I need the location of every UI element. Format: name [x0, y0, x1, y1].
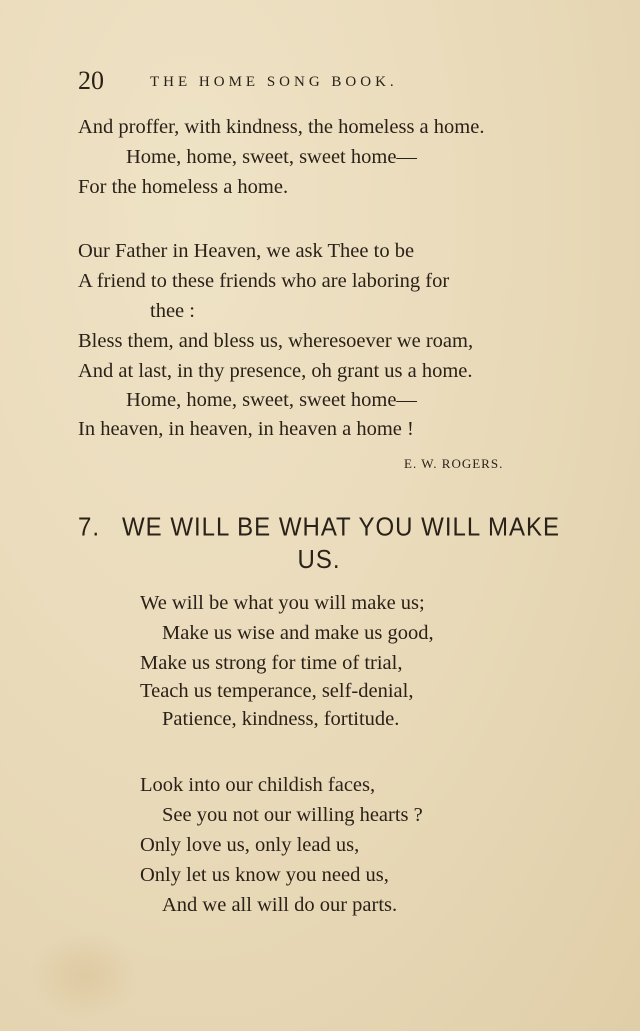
verse-line: And we all will do our parts.: [162, 894, 398, 916]
verse-line: Make us wise and make us good,: [162, 622, 434, 644]
verse-line: Teach us temperance, self-denial,: [140, 680, 414, 702]
hymn-title-line-1: [78, 512, 560, 544]
verse-line: In heaven, in heaven, in heaven a home !: [78, 418, 414, 440]
verse-line: See you not our willing hearts ?: [162, 804, 423, 826]
paper-stain: [30, 930, 140, 1020]
verse-line: Only love us, only lead us,: [140, 834, 360, 856]
verse-line: A friend to these friends who are laboring for: [78, 270, 450, 292]
page-number: 20: [78, 66, 104, 95]
hymn-number: 7.: [78, 512, 101, 542]
refrain-line: Home, home, sweet, sweet home—: [126, 146, 417, 168]
verse-line: Bless them, and bless us, wheresoever we roam,: [78, 330, 474, 352]
verse-line: Our Father in Heaven, we ask Thee to be: [78, 240, 415, 262]
verse-line: Patience, kindness, fortitude.: [162, 708, 400, 730]
author-attribution: E. W. ROGERS.: [404, 456, 504, 471]
page-header: [78, 66, 558, 102]
hymn-title-line-2: US.: [297, 545, 341, 575]
running-title: THE HOME SONG BOOK.: [150, 74, 398, 90]
verse-line: And proffer, with kindness, the homeless a home.: [78, 116, 485, 138]
verse-line: Only let us know you need us,: [140, 864, 389, 886]
verse-line: Look into our childish faces,: [140, 774, 376, 796]
refrain-line: Home, home, sweet, sweet home—: [126, 389, 417, 411]
verse-line: Make us strong for time of trial,: [140, 652, 403, 674]
verse-line: And at last, in thy presence, oh grant us a home.: [78, 360, 473, 382]
hymn-title: [78, 512, 560, 577]
hymn-title-text: WE WILL BE WHAT YOU WILL MAKE: [122, 512, 560, 542]
verse-line: For the homeless a home.: [78, 176, 289, 198]
verse-line-continuation: thee :: [150, 300, 195, 322]
verse-line: We will be what you will make us;: [140, 592, 425, 614]
